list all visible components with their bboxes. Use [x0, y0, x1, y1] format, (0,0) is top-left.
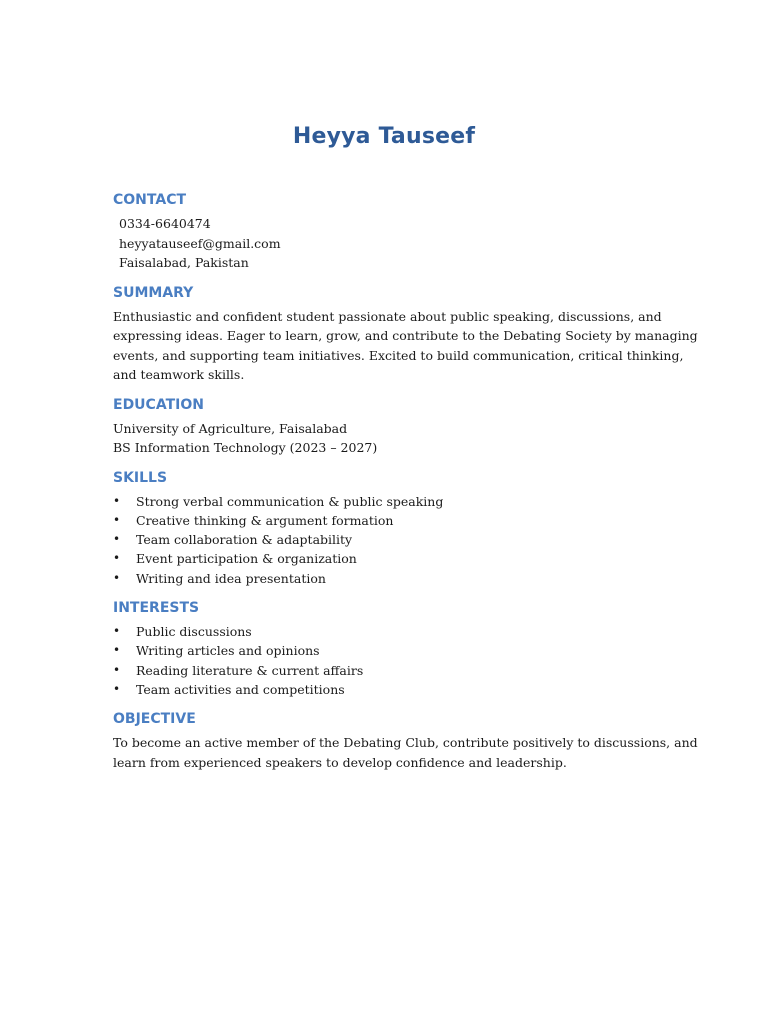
contact-heading: CONTACT: [113, 192, 187, 208]
bullet-icon: •: [113, 643, 121, 658]
interests-list-item: [113, 680, 658, 699]
contact-phone: 0334-6640474: [119, 216, 211, 231]
education-degree: BS Information Technology (2023 – 2027): [113, 440, 378, 455]
bullet-icon: •: [113, 662, 121, 677]
interest-text: Writing articles and opinions: [136, 643, 320, 659]
resume-name: Heyya Tauseef: [292, 124, 476, 149]
summary-heading: SUMMARY: [113, 284, 194, 301]
education-heading: EDUCATION: [113, 396, 204, 413]
skills-list-item: [113, 549, 658, 568]
interests-heading: INTERESTS: [113, 599, 200, 616]
skill-text: Writing and idea presentation: [136, 570, 326, 586]
interest-text: Team activities and competitions: [136, 681, 345, 697]
skills-section: [113, 468, 658, 588]
bullet-icon: •: [113, 681, 121, 696]
contact-email: heyyatauseef@gmail.com: [119, 235, 281, 251]
skills-list-item: [113, 492, 658, 511]
summary-line: and teamwork skills.: [113, 367, 245, 382]
interests-section: [113, 598, 658, 699]
summary-section: [113, 283, 698, 385]
bullet-icon: •: [113, 570, 121, 585]
education-section: [113, 395, 658, 458]
skills-heading: SKILLS: [113, 469, 168, 486]
interest-text: Reading literature & current affairs: [136, 662, 364, 678]
resume-content: [113, 190, 698, 782]
objective-section: [113, 709, 698, 772]
education-institution: University of Agriculture, Faisalabad: [113, 420, 348, 436]
interests-list-item: [113, 622, 658, 641]
summary-line: expressing ideas. Eager to learn, grow, and contribute to the Debating Society by managing: [113, 328, 698, 343]
objective-line: To become an active member of the Debating Club, contribute positively to discussions, and: [113, 735, 698, 751]
skill-text: Team collaboration & adaptability: [136, 532, 353, 548]
summary-line: events, and supporting team initiatives. Excited to build communication, critical thinking,: [113, 347, 684, 363]
interests-list-item: [113, 661, 658, 680]
skill-text: Event participation & organization: [136, 551, 357, 567]
summary-line: Enthusiastic and confident student passionate about public speaking, discussions, and: [113, 308, 662, 324]
objective-line: learn from experienced speakers to develop confidence and leadership.: [113, 754, 567, 770]
interests-list: [113, 622, 658, 699]
skill-text: Strong verbal communication & public speaking: [136, 493, 444, 509]
interests-list-item: [113, 641, 658, 660]
bullet-icon: •: [113, 493, 121, 508]
bullet-icon: •: [113, 512, 121, 527]
skills-list-item: [113, 511, 658, 530]
skills-list-item: [113, 530, 658, 549]
interest-text: Public discussions: [136, 623, 252, 639]
skills-list-item: [113, 569, 658, 588]
bullet-icon: •: [113, 532, 121, 547]
bullet-icon: •: [113, 551, 121, 566]
objective-heading: OBJECTIVE: [113, 711, 196, 728]
bullet-icon: •: [113, 623, 121, 638]
skill-text: Creative thinking & argument formation: [136, 512, 394, 528]
contact-section: [113, 190, 658, 273]
skills-list: [113, 492, 658, 588]
contact-location: Faisalabad, Pakistan: [119, 255, 249, 270]
